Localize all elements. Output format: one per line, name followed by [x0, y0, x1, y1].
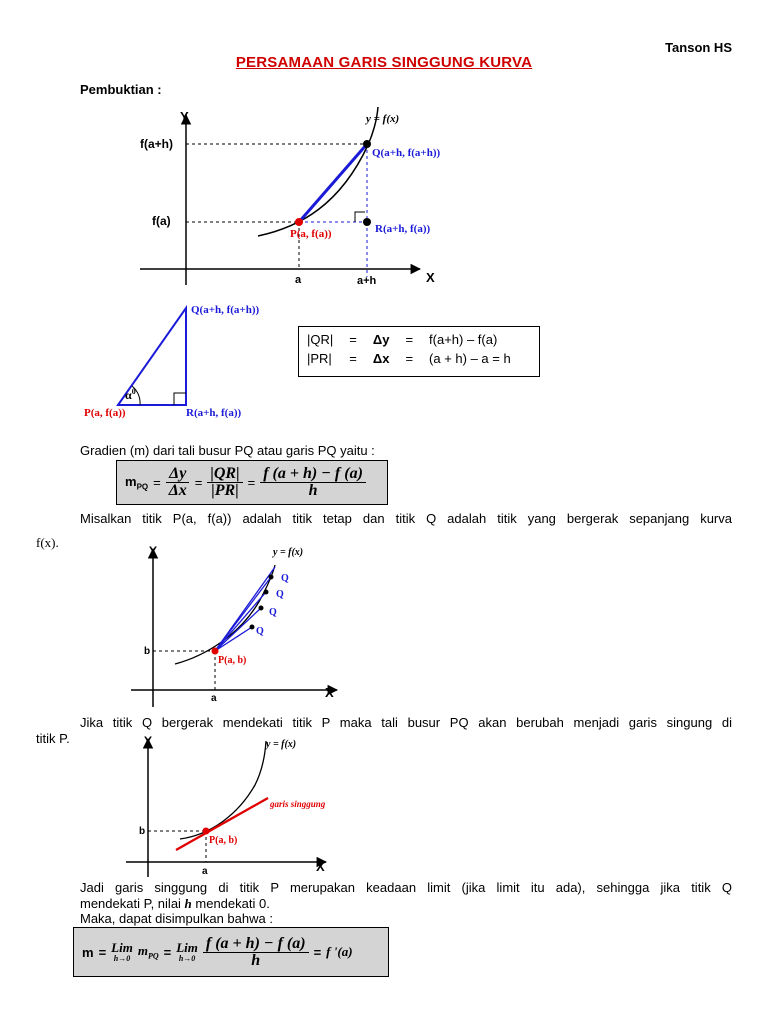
- paragraph-tangent: Jika titik Q bergerak mendekati titik P maka tali busur PQ akan berubah menjadi garis singung di: [80, 715, 732, 730]
- def-lhs: |QR|: [307, 332, 334, 347]
- def-lhs: |PR|: [307, 351, 332, 366]
- formula-eq3: =: [313, 944, 322, 960]
- secant-2: [215, 577, 271, 651]
- y-axis-label: Y: [180, 109, 189, 124]
- point-q: [363, 140, 371, 148]
- x-axis-label: X: [316, 859, 325, 874]
- point-p: [295, 218, 303, 226]
- tangent-graph: [120, 735, 350, 880]
- def-rhs: f(a+h) – f(a): [429, 332, 498, 347]
- formula-eq1: =: [153, 475, 161, 490]
- secant-3: [215, 592, 266, 651]
- tick-b: b: [139, 826, 146, 837]
- fraction-dy-dx: $\frac{\Delta y}{\Delta x}$: [166, 466, 190, 499]
- fraction-difference-quotient: $\frac{f (a + h) - f (a)}{h}$: [260, 466, 366, 499]
- tri-label-q: Q(a+h, f(a+h)): [191, 304, 260, 316]
- label-q2: Q: [276, 589, 284, 600]
- approaching-secants-graph: [125, 545, 345, 710]
- fraction-difference-quotient: $\frac{f (a + h) - f (a)}{h}$: [203, 936, 309, 969]
- triangle-diagram: [80, 298, 300, 423]
- tri-label-p: P(a, f(a)): [84, 407, 126, 419]
- secant-graph: [130, 105, 470, 290]
- y-axis-label: Y: [149, 545, 158, 558]
- def-eq2: =: [405, 332, 414, 347]
- paragraph-limit-2: mendekati P, nilai h mendekati 0.: [80, 896, 270, 911]
- tri-label-r: R(a+h, f(a)): [186, 407, 242, 419]
- secant-4: [215, 608, 261, 651]
- paragraph-limit: Jadi garis singgung di titik P merupakan keadaan limit (jika limit itu ada), sehingga jika titik Q: [80, 880, 732, 895]
- formula-derivative: f '(a): [326, 944, 353, 959]
- triangle-right-angle: [174, 393, 186, 405]
- definitions-box: [298, 326, 540, 377]
- tick-fa: f(a): [152, 214, 171, 228]
- curve: [175, 565, 275, 664]
- paragraph-moving-point-end: f(x).: [36, 535, 59, 550]
- gradient-text: Gradien (m) dari tali busur PQ atau garis PQ yaitu :: [80, 443, 375, 458]
- definition-pr: [299, 349, 519, 368]
- tick-a: a: [211, 693, 217, 704]
- fraction-qr-pr: $\frac{|QR|}{|PR|}$: [207, 466, 242, 499]
- angle-label: $\alpha^0$: [125, 387, 136, 402]
- def-sym: Δx: [372, 351, 390, 366]
- point-p: [203, 828, 210, 835]
- proof-label: Pembuktian :: [80, 82, 162, 97]
- def-eq: =: [349, 332, 357, 347]
- tick-fah: f(a+h): [140, 137, 173, 151]
- definition-qr: [299, 330, 519, 349]
- def-eq: =: [349, 351, 357, 366]
- label-p: P(a, f(a)): [290, 228, 332, 240]
- def-sym: Δy: [372, 332, 390, 347]
- label-q: Q(a+h, f(a+h)): [372, 147, 441, 159]
- formula-eq2: =: [163, 944, 172, 960]
- curve-label: y = f(x): [273, 547, 304, 558]
- limit-operator: Lim h→0: [176, 940, 198, 963]
- derivative-formula-box: [73, 927, 389, 977]
- paragraph-tangent-end: titik P.: [36, 731, 70, 746]
- limit-operator: Lim h→0: [111, 940, 133, 963]
- point-q2: [264, 590, 269, 595]
- def-eq2: =: [405, 351, 414, 366]
- author-name: Tanson HS: [665, 40, 732, 55]
- label-q4: Q: [256, 626, 264, 637]
- y-axis-label: Y: [144, 735, 153, 748]
- point-p: [212, 648, 219, 655]
- tangent-label: garis singgung: [270, 799, 326, 809]
- point-q3: [259, 606, 264, 611]
- point-q4: [250, 625, 255, 630]
- label-p: P(a, b): [218, 655, 247, 666]
- tick-a: a: [295, 274, 302, 286]
- formula-m: $m_{PQ}$: [125, 473, 149, 492]
- tick-ah: a+h: [357, 275, 377, 287]
- def-rhs: (a + h) – a = h: [429, 351, 511, 366]
- formula-eq1: =: [98, 944, 107, 960]
- page-title: PERSAMAAN GARIS SINGGUNG KURVA: [235, 54, 533, 71]
- formula-eq2: =: [194, 475, 203, 490]
- point-q1: [269, 575, 274, 580]
- tick-a: a: [202, 866, 208, 877]
- formula-eq3: =: [247, 475, 256, 490]
- point-r: [363, 218, 371, 226]
- curve-label: y = f(x): [366, 113, 400, 125]
- x-axis-label: X: [426, 270, 435, 285]
- curve-label: y = f(x): [266, 739, 297, 750]
- secant-pq: [299, 144, 367, 222]
- secant-5: [215, 627, 252, 651]
- x-axis-label: X: [325, 685, 334, 700]
- label-q3: Q: [269, 607, 277, 618]
- label-r: R(a+h, f(a)): [375, 223, 431, 235]
- label-p: P(a, b): [209, 835, 238, 846]
- tick-b: b: [144, 646, 151, 657]
- formula-m: m: [82, 944, 94, 960]
- label-q1: Q: [281, 573, 289, 584]
- paragraph-conclusion: Maka, dapat disimpulkan bahwa :: [80, 911, 273, 926]
- gradient-formula-box: [116, 460, 388, 505]
- paragraph-moving-point: Misalkan titik P(a, f(a)) adalah titik tetap dan titik Q adalah titik yang bergerak sepanjang kurva: [80, 511, 732, 526]
- formula-mpq: $m_{PQ}$: [137, 943, 159, 961]
- curve: [258, 107, 378, 236]
